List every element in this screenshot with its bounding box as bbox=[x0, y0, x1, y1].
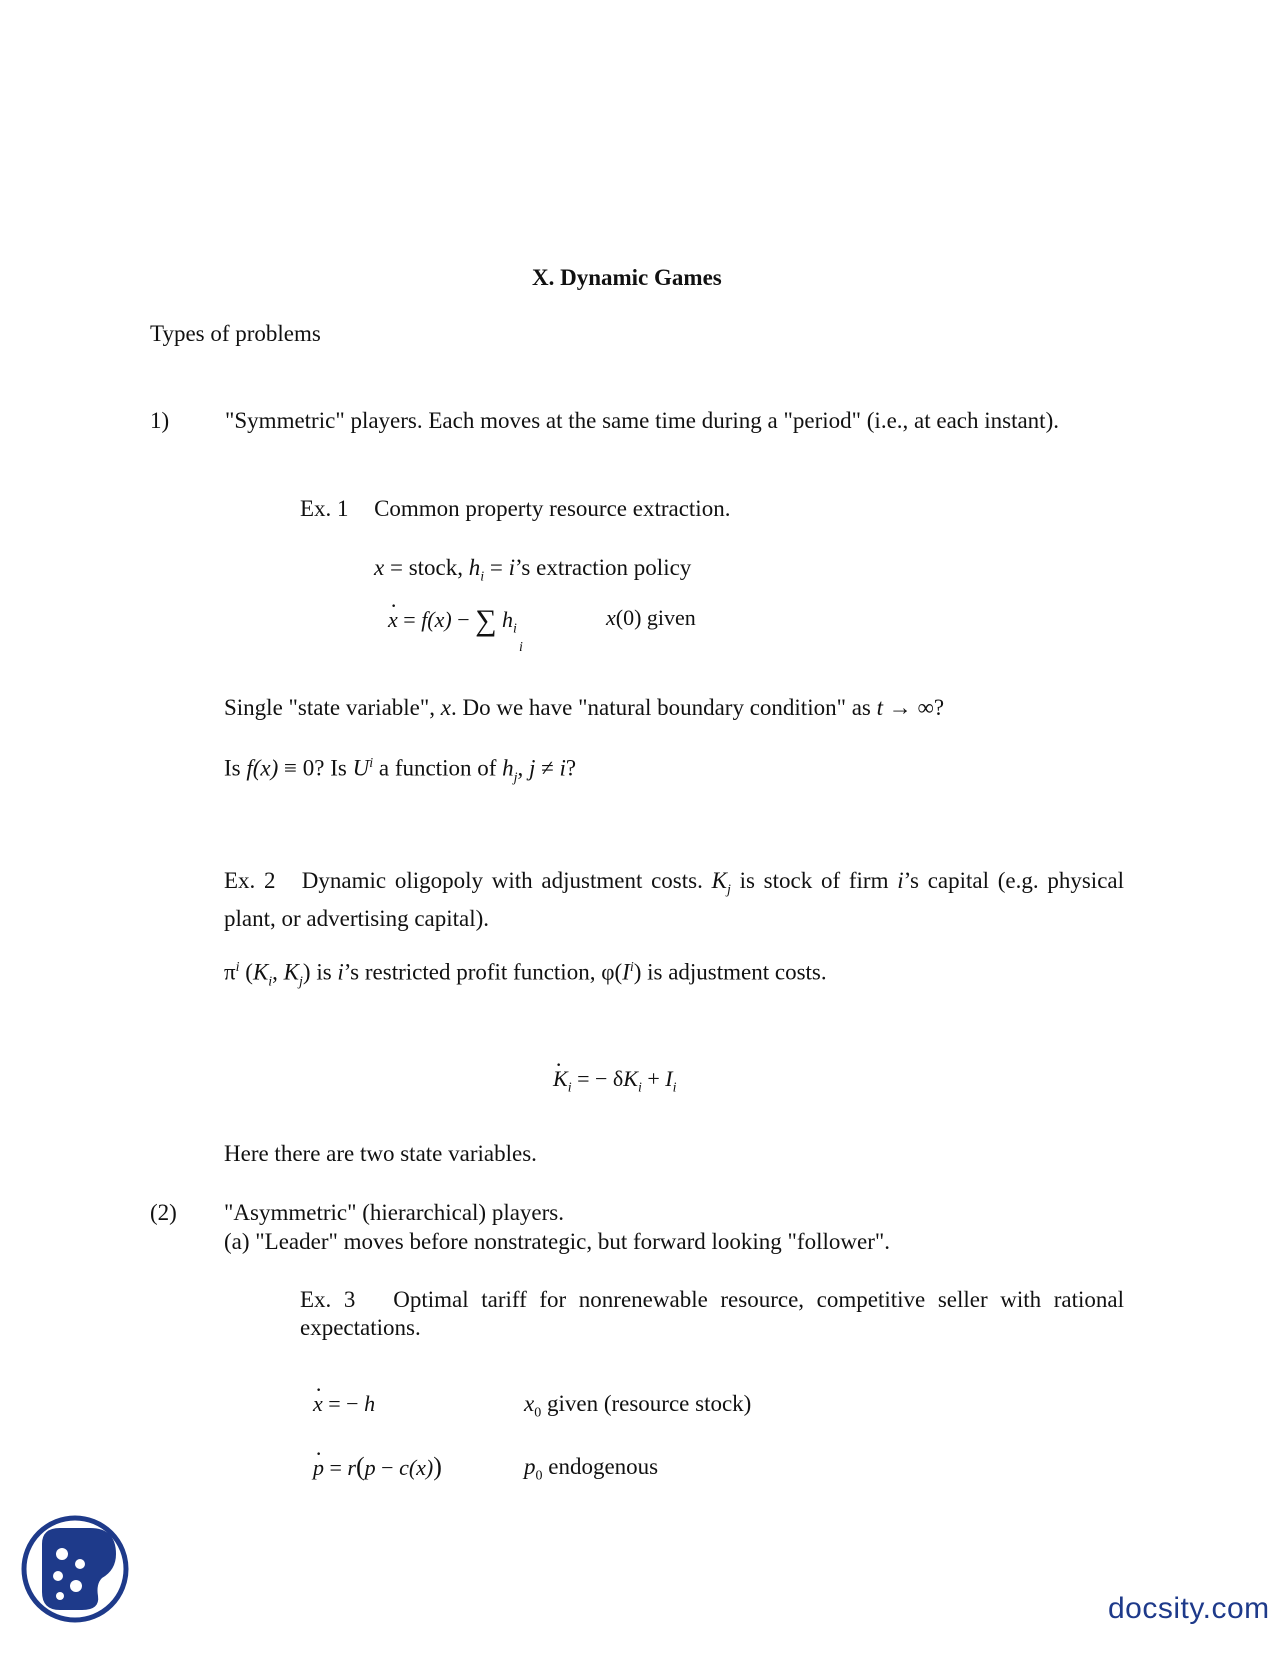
capital-equation: $K \cdot_i$ = − $\delta K_i + I_i$ bbox=[553, 1065, 676, 1102]
ex-label: Ex. 1 bbox=[300, 496, 349, 521]
item2-line2: (a) "Leader" moves before nonstrategic, but forward looking "follower". bbox=[224, 1229, 890, 1254]
two-state-variables: Here there are two state variables. bbox=[224, 1141, 537, 1166]
state-variable-question: Single "state variable", x. Do we have "natural boundary condition" as t → ∞? bbox=[224, 695, 945, 720]
docsity-brand-link[interactable]: docsity.com bbox=[1108, 1592, 1270, 1625]
page-title: X. Dynamic Games bbox=[532, 265, 722, 290]
item1-text: "Symmetric" players. Each moves at the same time during a "period" (i.e., at each instant). bbox=[225, 408, 1059, 433]
ex3-stock-note: $x_0$ given (resource stock) bbox=[524, 1391, 752, 1421]
ex3-paragraph: Ex. 3 Optimal tariff for nonrenewable resource, competitive seller with rational expectations. bbox=[300, 1287, 1124, 1340]
sum-index: i bbox=[519, 640, 523, 655]
docsity-logo-icon[interactable] bbox=[20, 1514, 130, 1624]
sum-symbol: ∑ bbox=[475, 604, 497, 637]
function-question: Is f(x) ≡ 0? Is $U^i$ a function of $h_j$, j ≠ i? bbox=[224, 755, 577, 786]
ex1-desc: Common property resource extraction. bbox=[374, 496, 731, 521]
initial-condition: x(0) given bbox=[606, 605, 696, 630]
ex3-stock-equation: x · = − h bbox=[313, 1390, 375, 1418]
ex1-line bbox=[300, 495, 730, 523]
ex3-price-equation: p · = r(p − c(x)) bbox=[313, 1453, 442, 1482]
item-number: 1) bbox=[150, 408, 170, 433]
ex2-paragraph: Ex. 2 Dynamic oligopoly with adjustment costs. $K_j$ is stock of firm i’s capital (e.g. physical plant, or advertising capital). bbox=[224, 868, 1125, 931]
ex3-price-note: $p_0$ endogenous bbox=[524, 1454, 659, 1484]
ex1-definitions: x = stock, $h_i$ = i’s extraction policy bbox=[374, 555, 692, 585]
item2-line1: "Asymmetric" (hierarchical) players. bbox=[224, 1200, 564, 1225]
item-number: (2) bbox=[150, 1200, 177, 1225]
profit-function-line: $\pi^i$ ($K_i$, $K_j$) is i’s restricted profit function, $\varphi(I^i)$ is adjustment costs. bbox=[224, 959, 827, 990]
ex1-equation: x · = f(x) − ∑ $h_i$ bbox=[388, 604, 517, 643]
types-heading: Types of problems bbox=[150, 321, 321, 346]
